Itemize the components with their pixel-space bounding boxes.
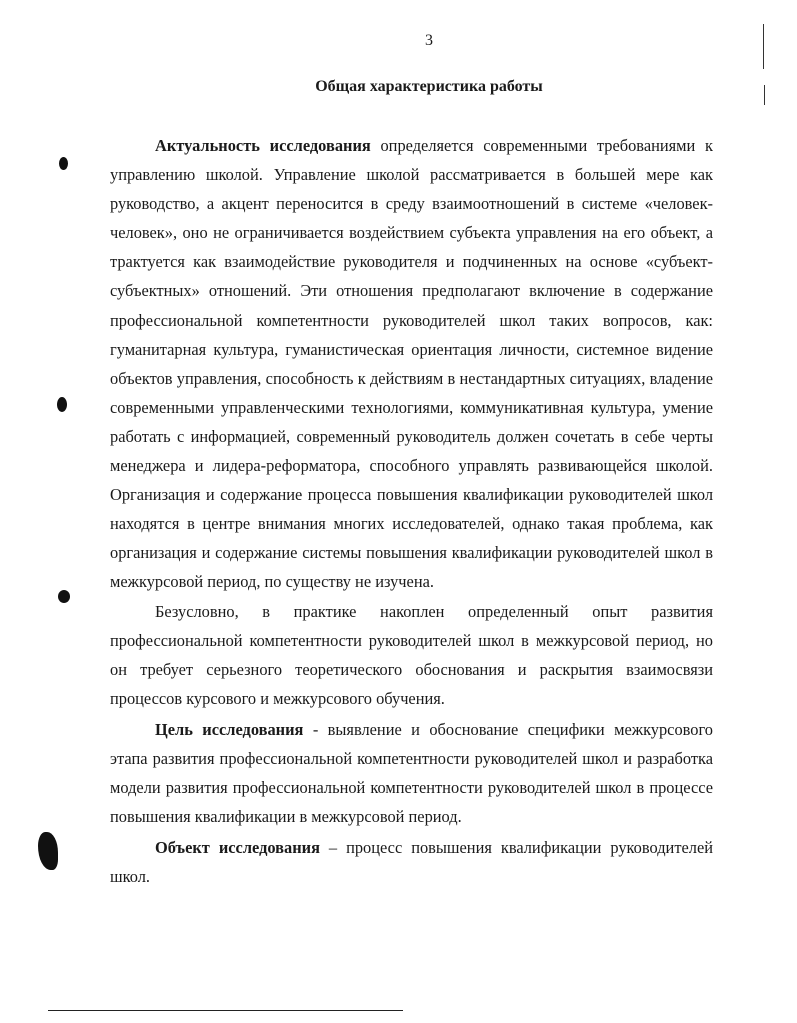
body-text — [110, 131, 713, 891]
paragraph-goal — [110, 715, 713, 831]
scan-hole-mark — [58, 590, 70, 603]
goal-text: - выявление и обоснование специфики межкурсового этапа развития профессиональной компетентности руководителей школ и разработка модели развития профессиональной компетентности руководителей школ в процессе повышения квалификации в межкурсовой период. — [110, 719, 713, 827]
object-text: – процесс повышения квалификации руководителей школ. — [110, 838, 713, 887]
section-title: Общая характеристика работы — [315, 78, 543, 95]
paragraph-object — [110, 833, 713, 891]
goal-heading: Цель исследования — [155, 719, 304, 739]
scan-hole-mark — [59, 157, 68, 170]
scan-edge-line — [763, 24, 764, 69]
scan-edge-mark — [38, 832, 58, 870]
page-number: 3 — [425, 32, 433, 49]
object-heading: Объект исследования — [155, 838, 320, 858]
scan-hole-mark — [57, 397, 67, 412]
footer-rule — [48, 1010, 403, 1011]
relevance-heading: Актуальность исследования — [155, 136, 371, 155]
paragraph-relevance — [110, 131, 713, 597]
relevance-text: определяется современными требованиями к управлению школой. Управление школой рассматривается в большей мере как руководство, а акцент переносится в среду взаимоотношений в системе «человек-человек», оно не ограничивается воздействием субъекта управления на его объект, а трактуется как взаимодействие руководителя и подчиненных на основе «субъект-субъектных» отношений. Эти отношения предполагают включение в содержание профессиональной компетентности руководителей школ таких вопросов, как: гуманитарная культура, гуманистическая ориентация личности, системное видение объектов управления, способность к действиям в нестандартных ситуациях, владение современными управленческими технологиями, коммуникативная культура, умение работать с информацией, современный руководитель должен сочетать в себе черты менеджера и лидера-реформатора, способного управлять развивающейся школой. Организация и содержание процесса повышения квалификации руководителей школ находятся в центре внимания многих исследователей, однако такая проблема, как организация и содержание системы повышения квалификации руководителей школ в межкурсовой период, по существу не изучена. — [110, 136, 713, 592]
paragraph-experience — [110, 597, 713, 713]
experience-text: Безусловно, в практике накоплен определенный опыт развития профессиональной компетентности руководителей школ в межкурсовой период, но он требует серьезного теоретического обоснования и раскрытия взаимосвязи процессов курсового и межкурсового обучения. — [110, 601, 713, 708]
scan-edge-line — [764, 85, 765, 105]
